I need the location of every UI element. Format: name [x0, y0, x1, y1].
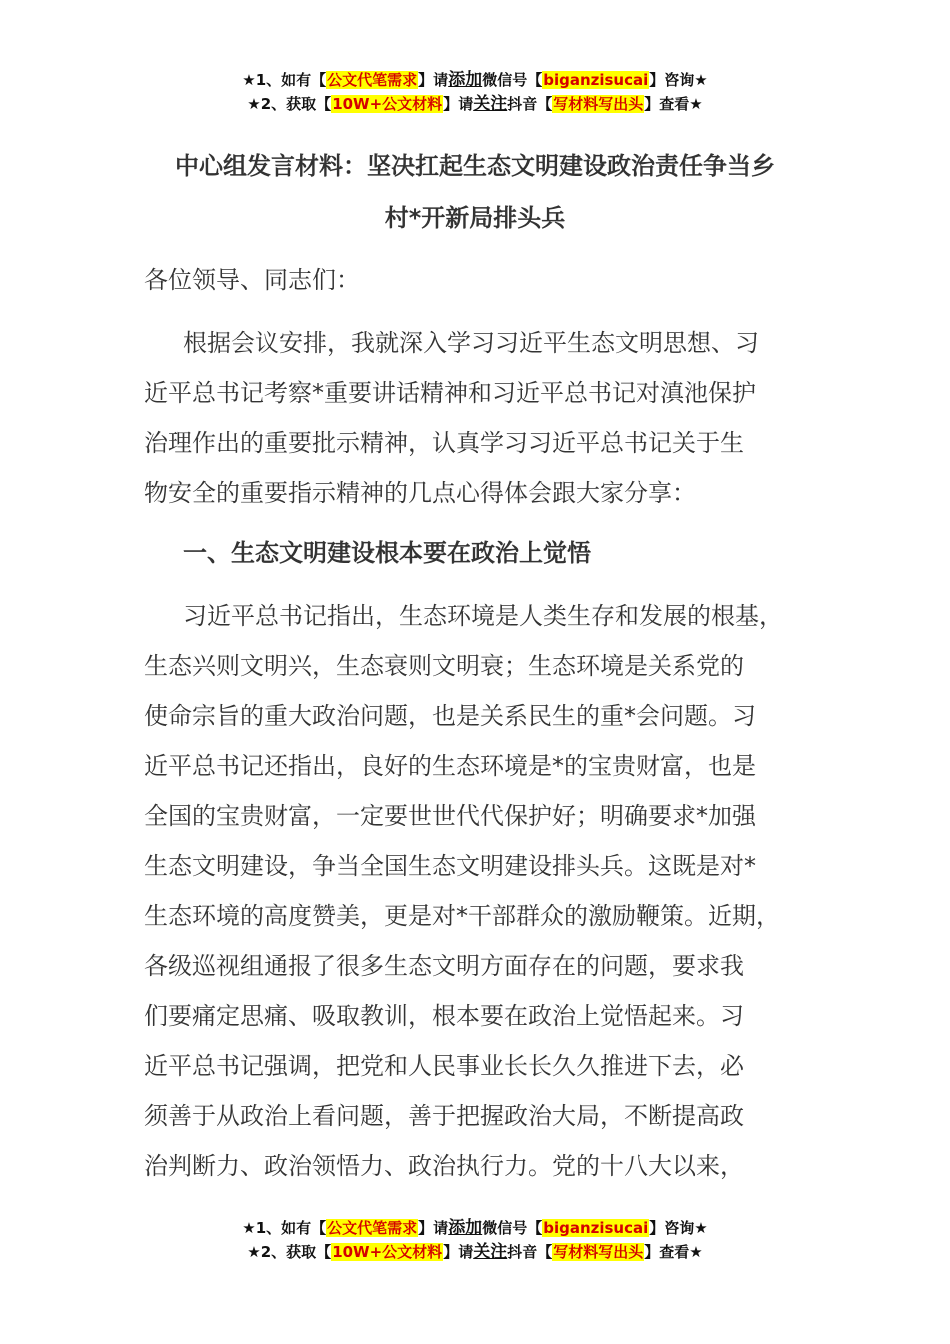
banner-line-1 — [0, 68, 950, 92]
banner-text: 抖音【 — [507, 1243, 553, 1261]
title-line-2: 村*开新局排头兵 — [384, 204, 566, 232]
banner-emphasis-add: 添加 — [448, 1218, 483, 1238]
banner-emphasis-follow: 关注 — [473, 94, 508, 114]
header-banner — [0, 68, 950, 116]
banner-text: 抖音【 — [507, 95, 553, 113]
banner-emphasis-add: 添加 — [448, 70, 483, 90]
paragraph-line: 近平总书记还指出，良好的生态环境是*的宝贵财富，也是 — [144, 752, 756, 780]
banner-text: 】咨询★ — [649, 1219, 708, 1237]
banner-text: 微信号【 — [482, 71, 543, 89]
document-title — [140, 140, 810, 244]
banner-highlight-wechat-id: biganzisucai — [543, 71, 649, 89]
paragraph-line: 生态兴则文明兴，生态衰则文明衰；生态环境是关系党的 — [144, 652, 744, 680]
footer-banner — [0, 1216, 950, 1264]
paragraph-line: 习近平总书记指出，生态环境是人类生存和发展的根基， — [183, 602, 783, 630]
banner-highlight-materials: 10W+公文材料 — [332, 95, 443, 113]
banner-text: ★1、如有【 — [242, 1219, 327, 1237]
banner-text: 】请 — [443, 95, 474, 113]
banner-text: ★2、获取【 — [247, 95, 332, 113]
banner-emphasis-follow: 关注 — [473, 1242, 508, 1262]
banner-highlight-service: 公文代笔需求 — [327, 71, 418, 89]
paragraph-line: 使命宗旨的重大政治问题，也是关系民生的重*会问题。习 — [144, 702, 756, 730]
paragraph-line: 近平总书记考察*重要讲话精神和习近平总书记对滇池保护 — [144, 379, 756, 407]
title-line-1: 中心组发言材料：坚决扛起生态文明建设政治责任争当乡 — [175, 152, 775, 180]
paragraph-line: 治理作出的重要批示精神，认真学习习近平总书记关于生 — [144, 429, 744, 457]
paragraph-line: 全国的宝贵财富，一定要世世代代保护好；明确要求*加强 — [144, 802, 756, 830]
paragraph-intro — [144, 318, 834, 518]
banner-line-1 — [0, 1216, 950, 1240]
paragraph-line: 们要痛定思痛、吸取教训，根本要在政治上觉悟起来。习 — [144, 1002, 744, 1030]
banner-highlight-service: 公文代笔需求 — [327, 1219, 418, 1237]
paragraph-line: 须善于从政治上看问题，善于把握政治大局，不断提高政 — [144, 1102, 744, 1130]
banner-text: 】请 — [418, 71, 449, 89]
paragraph-section-1 — [144, 591, 834, 1191]
banner-highlight-wechat-id: biganzisucai — [543, 1219, 649, 1237]
paragraph-line: 物安全的重要指示精神的几点心得体会跟大家分享： — [144, 479, 696, 507]
banner-highlight-douyin: 写材料写出头 — [553, 1243, 644, 1261]
paragraph-line: 生态文明建设，争当全国生态文明建设排头兵。这既是对* — [144, 852, 756, 880]
banner-text: ★1、如有【 — [242, 71, 327, 89]
banner-text: 微信号【 — [482, 1219, 543, 1237]
paragraph-line: 各级巡视组通报了很多生态文明方面存在的问题，要求我 — [144, 952, 744, 980]
paragraph-line: 治判断力、政治领悟力、政治执行力。党的十八大以来， — [144, 1152, 744, 1180]
banner-highlight-douyin: 写材料写出头 — [553, 95, 644, 113]
banner-text: 】咨询★ — [649, 71, 708, 89]
paragraph-line: 近平总书记强调，把党和人民事业长长久久推进下去，必 — [144, 1052, 744, 1080]
paragraph-line: 根据会议安排，我就深入学习习近平生态文明思想、习 — [183, 329, 759, 357]
section-heading-1: 一、生态文明建设根本要在政治上觉悟 — [183, 539, 591, 567]
banner-line-2 — [0, 1240, 950, 1264]
banner-line-2 — [0, 92, 950, 116]
banner-text: 】查看★ — [644, 95, 703, 113]
greeting: 各位领导、同志们： — [144, 266, 360, 294]
banner-highlight-materials: 10W+公文材料 — [332, 1243, 443, 1261]
banner-text: 】请 — [418, 1219, 449, 1237]
banner-text: ★2、获取【 — [247, 1243, 332, 1261]
paragraph-line: 生态环境的高度赞美，更是对*干部群众的激励鞭策。近期， — [144, 902, 780, 930]
banner-text: 】查看★ — [644, 1243, 703, 1261]
banner-text: 】请 — [443, 1243, 474, 1261]
